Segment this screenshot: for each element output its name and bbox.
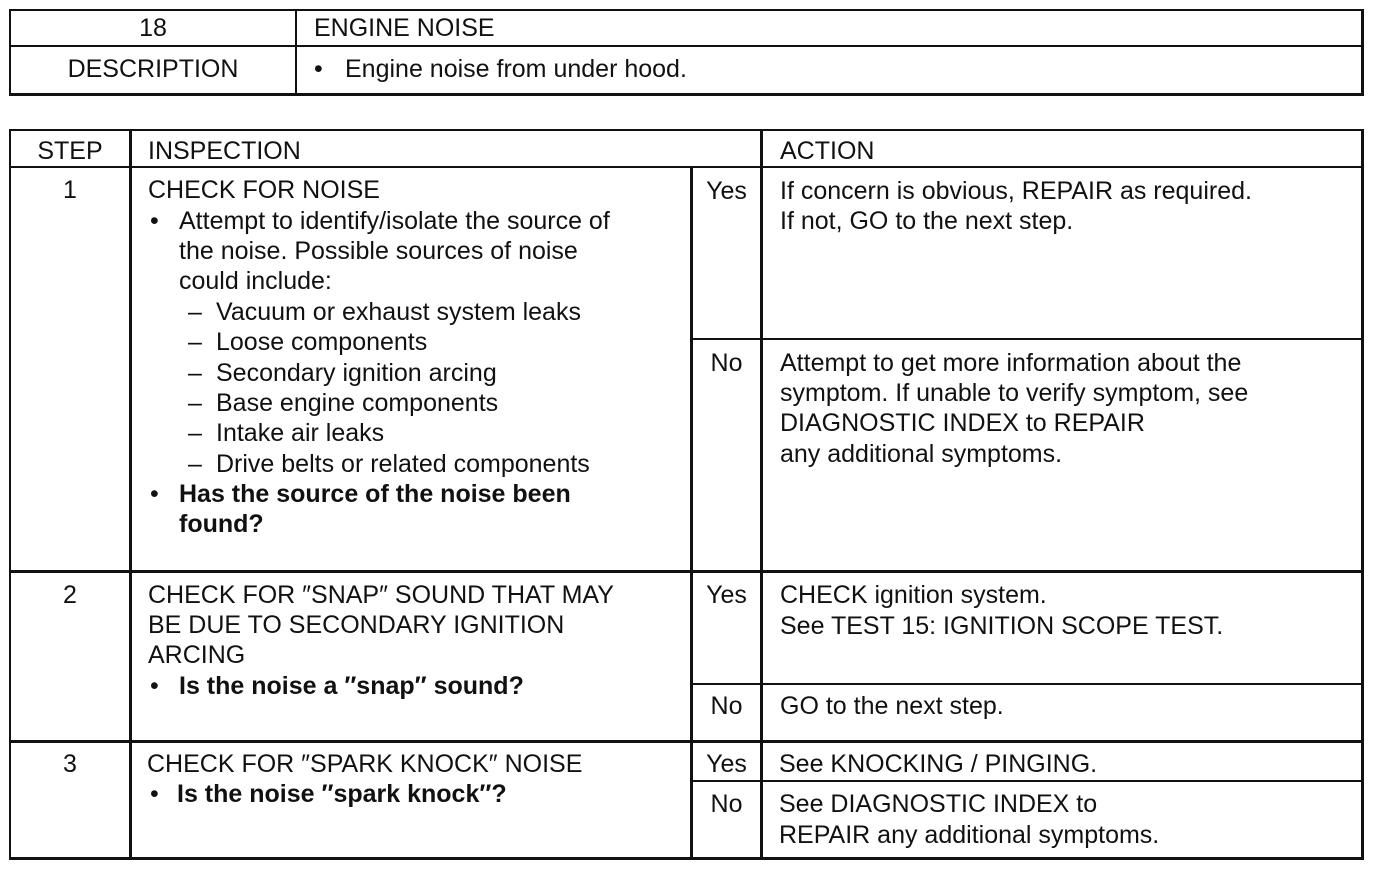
column-header-inspection: INSPECTION <box>148 137 301 165</box>
yes-label: Yes <box>706 581 747 609</box>
dash-icon: – <box>188 450 202 478</box>
no-action: any additional symptoms. <box>780 440 1063 468</box>
yes-label: Yes <box>706 177 747 205</box>
step-title: CHECK FOR ″SPARK KNOCK″ NOISE <box>147 750 583 778</box>
no-action: See DIAGNOSTIC INDEX to <box>779 790 1098 818</box>
inspection-text: could include: <box>179 267 332 295</box>
yes-action: If not, GO to the next step. <box>780 207 1074 235</box>
no-label: No <box>710 692 743 720</box>
step-title: BE DUE TO SECONDARY IGNITION <box>148 611 565 639</box>
bullet-icon: • <box>314 55 323 83</box>
bullet-icon: • <box>150 480 159 508</box>
bullet-icon: • <box>150 780 159 808</box>
inspection-question: found? <box>179 510 264 538</box>
no-action: REPAIR any additional symptoms. <box>779 821 1160 849</box>
step-number: 2 <box>63 581 77 609</box>
step-title: ARCING <box>148 641 246 669</box>
yes-action: If concern is obvious, REPAIR as required. <box>780 177 1252 205</box>
description-text: Engine noise from under hood. <box>345 55 687 83</box>
inspection-question: Is the noise a ″snap″ sound? <box>179 672 524 700</box>
test-number: 18 <box>139 14 167 42</box>
inspection-text: Attempt to identify/isolate the source of <box>179 207 610 235</box>
no-action: GO to the next step. <box>780 692 1004 720</box>
bullet-icon: • <box>150 672 159 700</box>
yes-action: See KNOCKING / PINGING. <box>779 750 1098 778</box>
dash-icon: – <box>188 359 202 387</box>
no-action: Attempt to get more information about the <box>780 349 1242 377</box>
no-action: DIAGNOSTIC INDEX to REPAIR <box>780 409 1145 437</box>
step-title: CHECK FOR NOISE <box>148 176 380 204</box>
inspection-text: the noise. Possible sources of noise <box>179 237 578 265</box>
dash-icon: – <box>188 389 202 417</box>
noise-source-item: Base engine components <box>216 389 499 417</box>
bullet-icon: • <box>150 207 159 235</box>
inspection-question: Is the noise ″spark knock″? <box>177 780 507 808</box>
no-action: symptom. If unable to verify symptom, see <box>780 379 1249 407</box>
dash-icon: – <box>188 328 202 356</box>
dash-icon: – <box>188 298 202 326</box>
inspection-question: Has the source of the noise been <box>179 480 571 508</box>
noise-source-item: Secondary ignition arcing <box>216 359 497 387</box>
step-number: 1 <box>63 176 77 204</box>
dash-icon: – <box>188 419 202 447</box>
noise-source-item: Intake air leaks <box>216 419 385 447</box>
test-title: ENGINE NOISE <box>314 14 495 42</box>
yes-label: Yes <box>706 750 747 778</box>
noise-source-item: Vacuum or exhaust system leaks <box>216 298 581 326</box>
noise-source-item: Drive belts or related components <box>216 450 590 478</box>
no-label: No <box>710 790 743 818</box>
column-header-action: ACTION <box>780 137 875 165</box>
column-header-step: STEP <box>37 137 103 165</box>
step-title: CHECK FOR ″SNAP″ SOUND THAT MAY <box>148 581 614 609</box>
yes-action: See TEST 15: IGNITION SCOPE TEST. <box>780 612 1224 640</box>
step-number: 3 <box>63 750 77 778</box>
no-label: No <box>710 349 743 377</box>
description-label: DESCRIPTION <box>67 55 239 83</box>
noise-source-item: Loose components <box>216 328 428 356</box>
yes-action: CHECK ignition system. <box>780 581 1047 609</box>
